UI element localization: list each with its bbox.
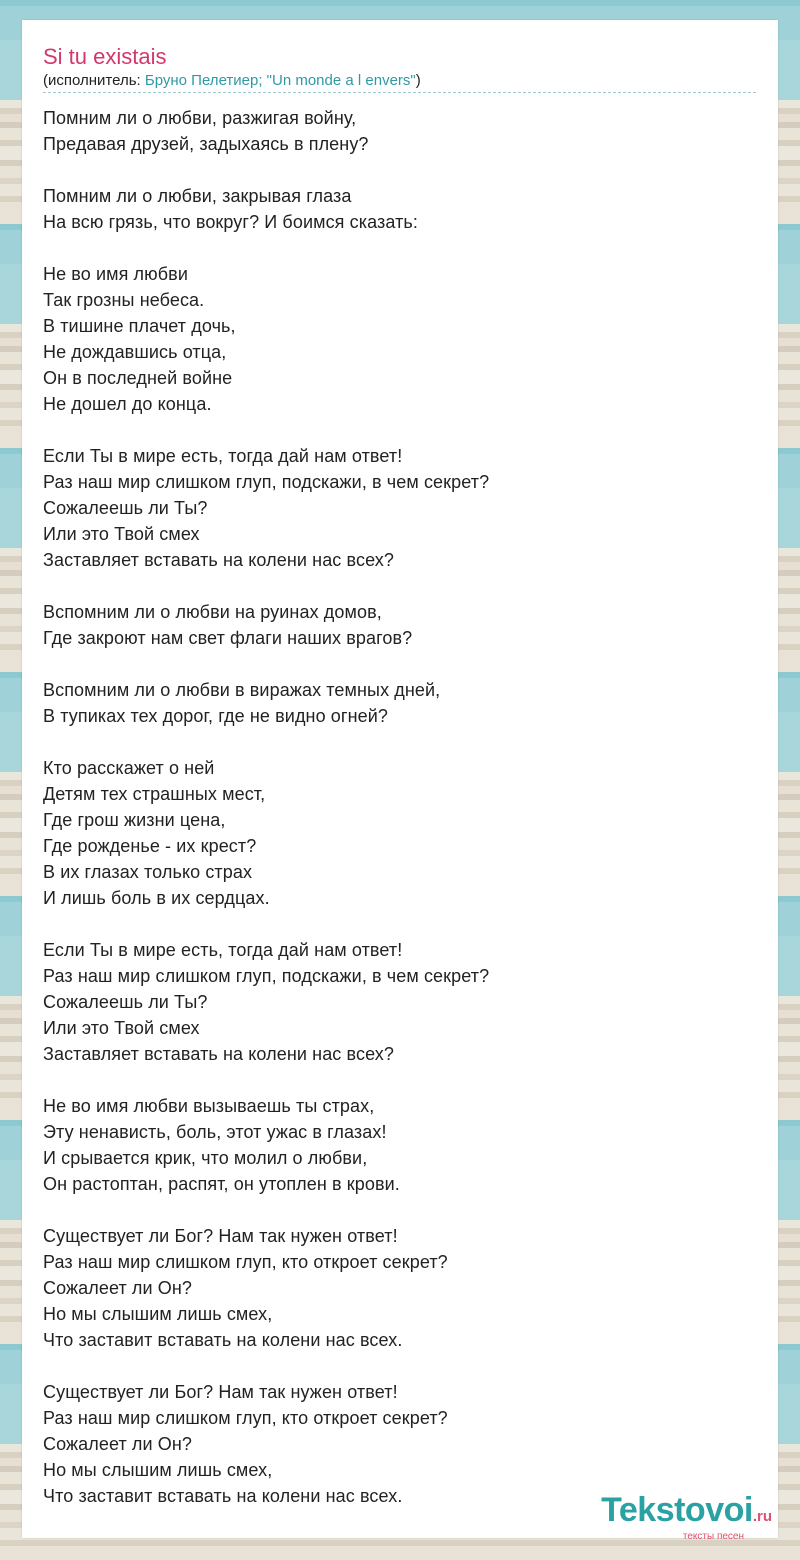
stanza-break: [43, 1353, 763, 1379]
lyric-line: Если Ты в мире есть, тогда дай нам ответ!: [43, 446, 403, 466]
lyric-line: Детям тех страшных мест,: [43, 784, 266, 804]
lyric-line: Что заставит вставать на колени нас всех.: [43, 1486, 403, 1506]
lyric-line: Или это Твой смех: [43, 1018, 200, 1038]
dashed-separator: [43, 92, 756, 93]
lyric-line: Но мы слышим лишь смех,: [43, 1304, 273, 1324]
lyric-line: Не дошел до конца.: [43, 394, 212, 414]
site-logo[interactable]: [601, 1493, 772, 1542]
lyric-line: Сожалеешь ли Ты?: [43, 992, 208, 1012]
logo-wordmark: [601, 1493, 772, 1534]
lyric-line: Раз наш мир слишком глуп, кто откроет секрет?: [43, 1252, 448, 1272]
lyric-line: Помним ли о любви, разжигая войну,: [43, 108, 357, 128]
lyric-line: Он растоптан, распят, он утоплен в крови.: [43, 1174, 400, 1194]
lyric-line: Раз наш мир слишком глуп, подскажи, в чем секрет?: [43, 966, 490, 986]
stanza-break: [43, 729, 763, 755]
artist-link[interactable]: Бруно Пелетиер; "Un monde a l envers": [144, 72, 416, 89]
lyric-line: Заставляет вставать на колени нас всех?: [43, 550, 394, 570]
lyric-line: Где грош жизни цена,: [43, 810, 226, 830]
lyric-line: Не во имя любви: [43, 264, 188, 284]
lyric-line: Существует ли Бог? Нам так нужен ответ!: [43, 1382, 398, 1402]
logo-tld: .ru: [752, 1508, 772, 1525]
lyric-line: Вспомним ли о любви на руинах домов,: [43, 602, 382, 622]
lyric-line: И лишь боль в их сердцах.: [43, 888, 270, 908]
lyric-line: Но мы слышим лишь смех,: [43, 1460, 273, 1480]
stanza-break: [43, 417, 763, 443]
lyric-line: Или это Твой смех: [43, 524, 200, 544]
stanza-break: [43, 911, 763, 937]
lyric-line: Не во имя любви вызываешь ты страх,: [43, 1096, 375, 1116]
lyric-line: Заставляет вставать на колени нас всех?: [43, 1044, 394, 1064]
lyric-line: Так грозны небеса.: [43, 290, 205, 310]
lyric-line: Предавая друзей, задыхаясь в плену?: [43, 134, 369, 154]
lyric-line: Что заставит вставать на колени нас всех.: [43, 1330, 403, 1350]
lyric-line: Если Ты в мире есть, тогда дай нам ответ!: [43, 940, 403, 960]
lyric-line: Вспомним ли о любви в виражах темных дней,: [43, 680, 441, 700]
song-title: Si tu existais: [43, 44, 167, 69]
lyric-line: В тишине плачет дочь,: [43, 316, 236, 336]
lyric-line: В их глазах только страх: [43, 862, 253, 882]
lyric-line: Где рожденье - их крест?: [43, 836, 257, 856]
logo-name: Tekstovoi: [601, 1491, 753, 1529]
lyric-line: И срывается крик, что молил о любви,: [43, 1148, 368, 1168]
lyric-line: Кто расскажет о ней: [43, 758, 215, 778]
lyrics-card: [22, 20, 778, 1538]
stanza-break: [43, 651, 763, 677]
lyric-line: В тупиках тех дорог, где не видно огней?: [43, 706, 388, 726]
lyric-line: Существует ли Бог? Нам так нужен ответ!: [43, 1226, 398, 1246]
lyric-line: На всю грязь, что вокруг? И боимся сказать:: [43, 212, 418, 232]
stanza-break: [43, 1197, 763, 1223]
logo-tagline: тексты песен: [682, 1531, 744, 1542]
lyric-line: Сожалеет ли Он?: [43, 1434, 193, 1454]
subtitle-suffix: ): [415, 72, 421, 89]
stanza-break: [43, 1067, 763, 1093]
lyric-line: Сожалеешь ли Ты?: [43, 498, 208, 518]
lyric-line: Раз наш мир слишком глуп, подскажи, в чем секрет?: [43, 472, 490, 492]
lyric-line: Эту ненависть, боль, этот ужас в глазах!: [43, 1122, 387, 1142]
stanza-break: [43, 573, 763, 599]
lyric-line: Раз наш мир слишком глуп, кто откроет секрет?: [43, 1408, 448, 1428]
subtitle-prefix: (исполнитель:: [43, 72, 145, 89]
song-subtitle: [43, 72, 421, 90]
lyrics-text: [43, 105, 763, 1509]
lyric-line: Он в последней войне: [43, 368, 233, 388]
lyric-line: Помним ли о любви, закрывая глаза: [43, 186, 352, 206]
stanza-break: [43, 157, 763, 183]
lyric-line: Сожалеет ли Он?: [43, 1278, 193, 1298]
lyric-line: Где закроют нам свет флаги наших врагов?: [43, 628, 413, 648]
stanza-break: [43, 235, 763, 261]
lyric-line: Не дождавшись отца,: [43, 342, 227, 362]
